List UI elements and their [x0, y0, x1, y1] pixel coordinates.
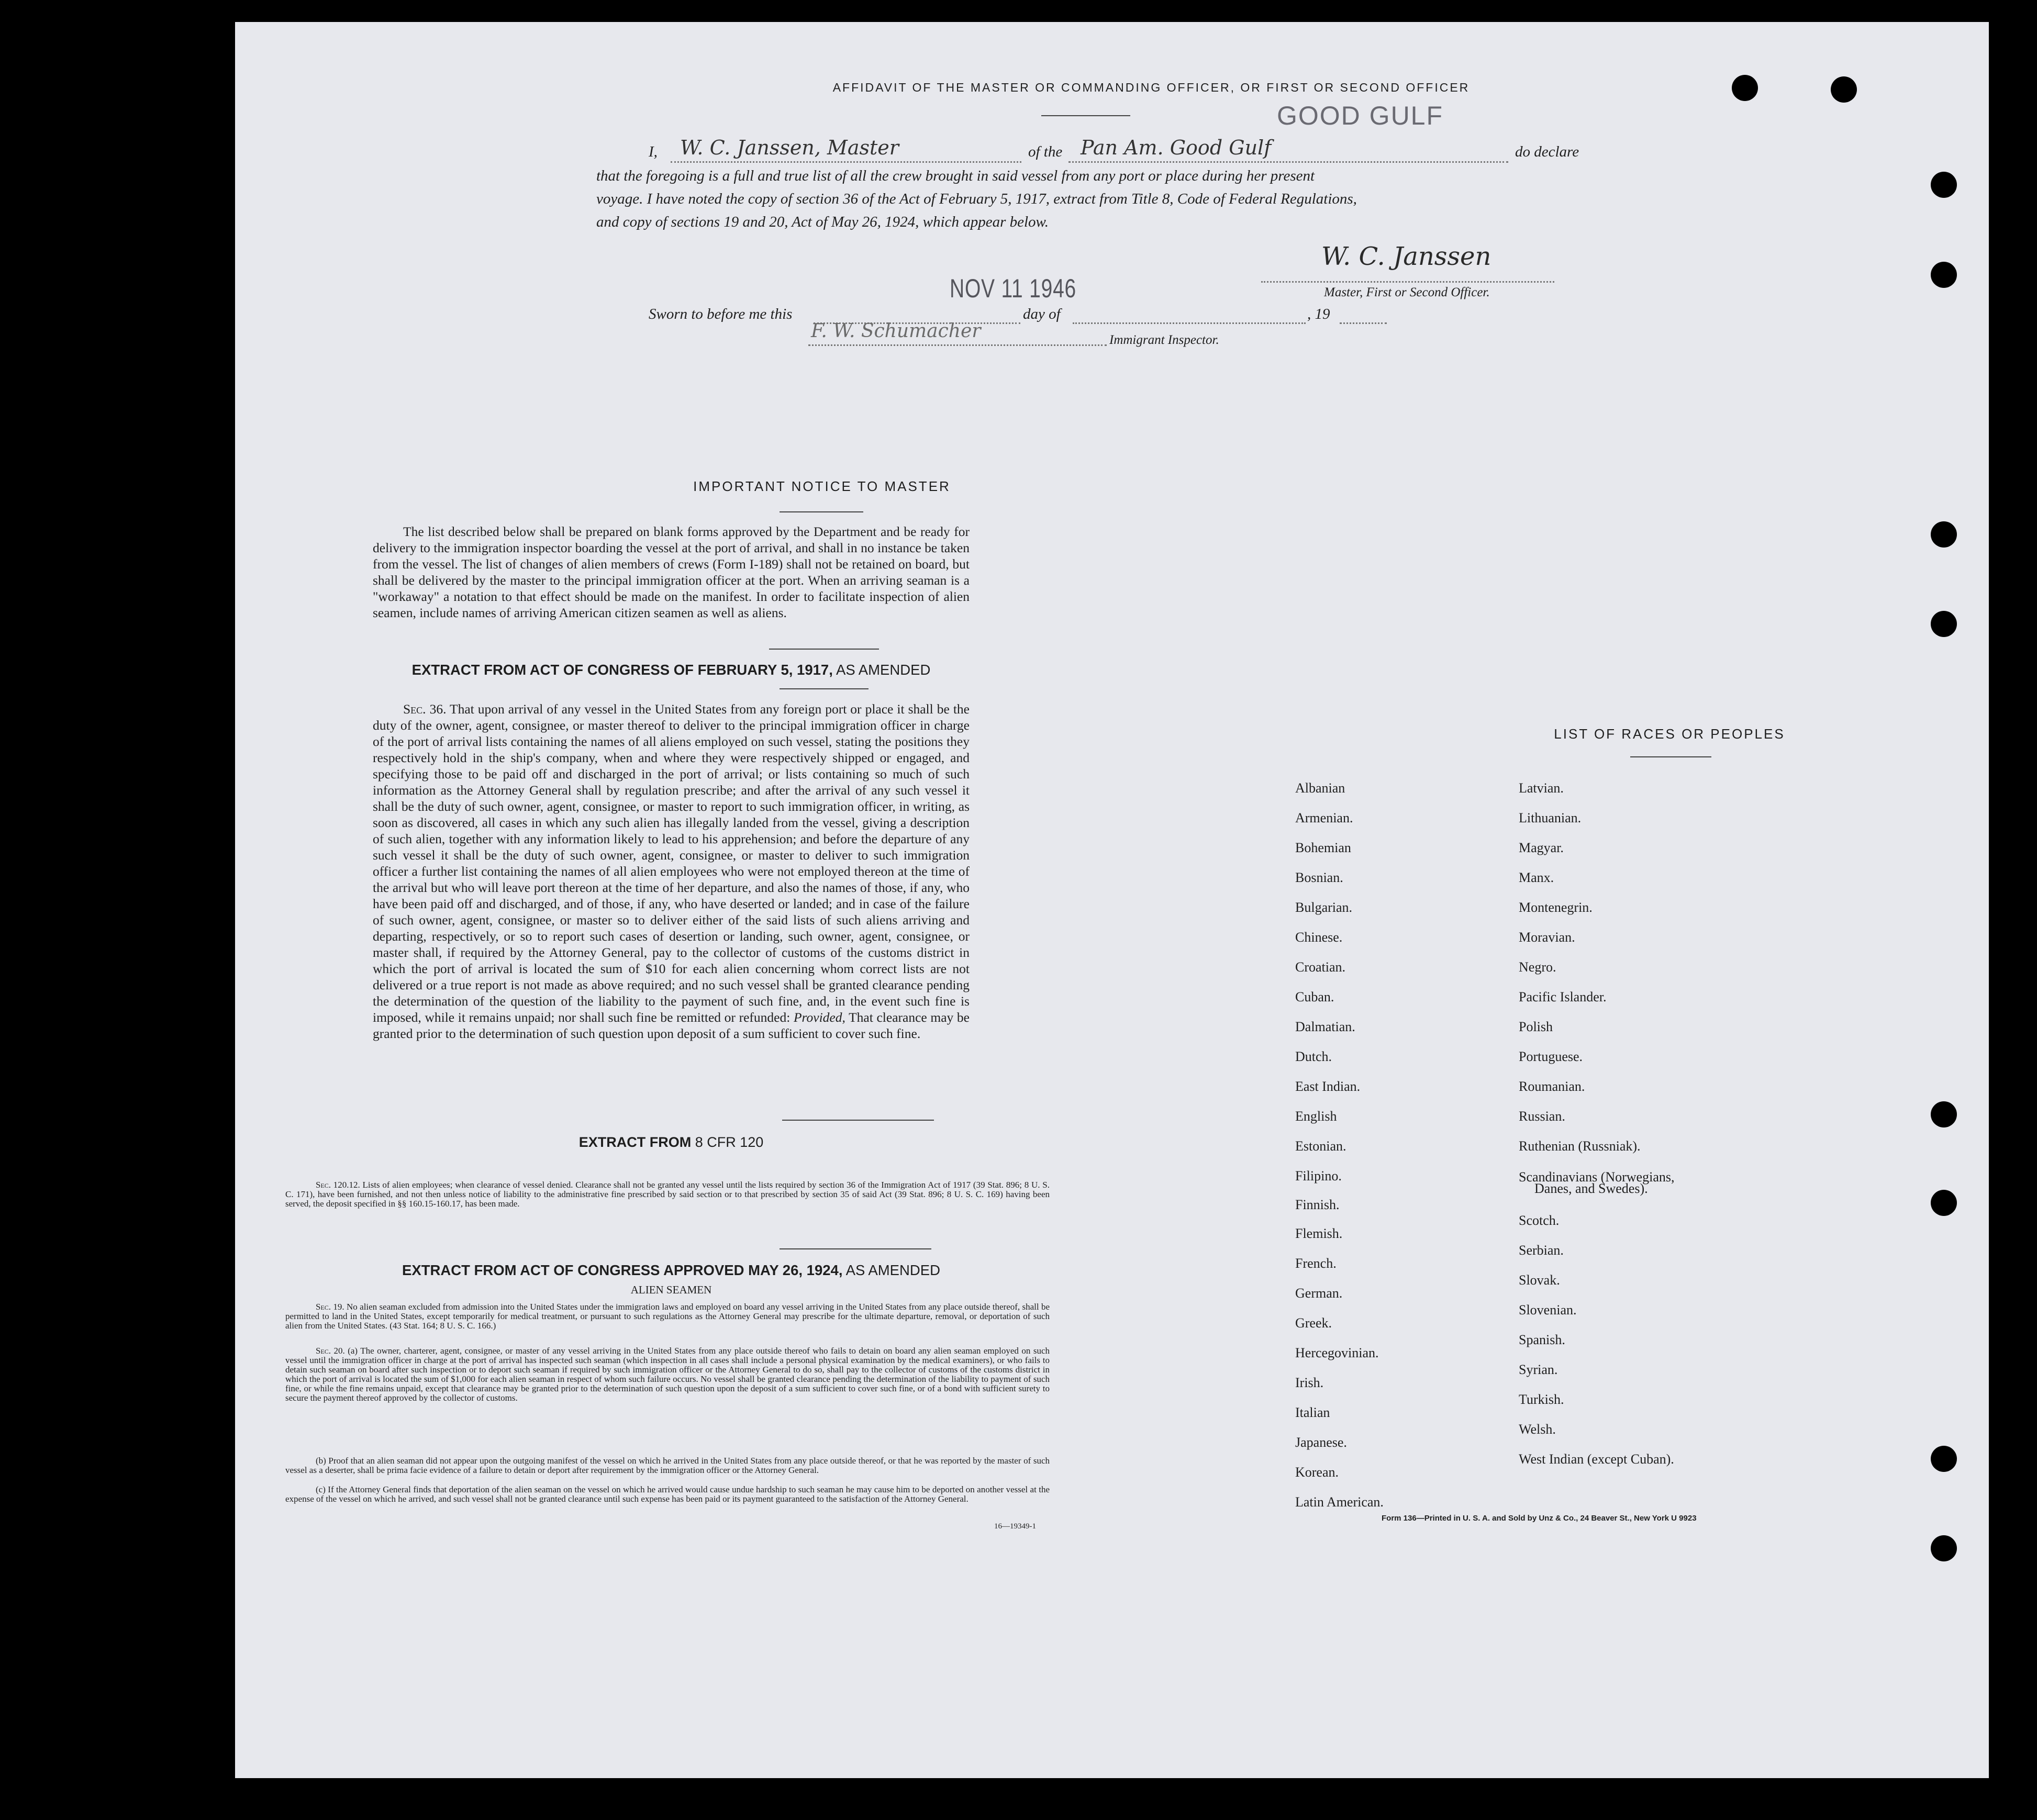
binder-hole — [1931, 611, 1957, 637]
extract-1917-rule — [780, 688, 869, 689]
document-page — [235, 22, 1989, 1778]
race-item: Hercegovinian. — [1295, 1345, 1379, 1360]
race-item: West Indian (except Cuban). — [1519, 1451, 1674, 1467]
race-item: Moravian. — [1519, 930, 1575, 945]
race-item: Bulgarian. — [1295, 900, 1353, 915]
race-item: Finnish. — [1295, 1197, 1340, 1212]
binder-hole — [1831, 76, 1857, 103]
race-item: Lithuanian. — [1519, 810, 1582, 825]
race-item: French. — [1295, 1256, 1337, 1271]
section-20-label: Sec. 20. — [316, 1346, 345, 1356]
sworn-day-of: day of — [1023, 306, 1061, 322]
affidavit-i-label: I, — [649, 143, 658, 160]
race-item: Montenegrin. — [1519, 900, 1593, 915]
binder-hole — [1931, 521, 1957, 548]
vessel-name-stamp: GOOD GULF — [1277, 101, 1444, 130]
race-item: Roumanian. — [1519, 1079, 1585, 1094]
race-item: Portuguese. — [1519, 1049, 1583, 1064]
race-item: English — [1295, 1109, 1337, 1124]
notice-end-rule — [769, 649, 879, 650]
section-36-body-end: That clearance may be granted prior to the determination of such question upon deposit of a sum sufficient to cover such fine. — [373, 1010, 970, 1041]
race-item: Polish — [1519, 1019, 1553, 1034]
binder-hole — [1931, 1535, 1957, 1561]
affidavit-title: AFFIDAVIT OF THE MASTER OR COMMANDING OFFICER, OR FIRST OR SECOND OFFICER — [832, 81, 1470, 94]
extract-1924-title — [373, 1262, 970, 1279]
binder-hole — [1931, 1101, 1957, 1127]
race-item: Latvian. — [1519, 780, 1564, 796]
race-item: Scotch. — [1519, 1213, 1560, 1228]
binder-hole — [1931, 1190, 1957, 1216]
sworn-month-line — [1073, 322, 1306, 324]
binder-hole — [1931, 172, 1957, 198]
master-name-line — [671, 161, 1021, 163]
race-item: Estonian. — [1295, 1138, 1346, 1154]
binder-hole — [1931, 262, 1957, 288]
binder-hole — [1732, 75, 1758, 101]
notice-text: The list described below shall be prepared on blank forms approved by the Department and be ready for delivery to the immigration inspector boarding the vessel at the port of arrival, and shall in no instance be taken from the vessel. The list of changes of alien members of crews (Form I-189) shall not be retained on board, but shall be delivered by the master to the principal immigration officer at the port. When an arriving seaman is a "workaway" a notation to that effect should be made on the manifest. In order to facilitate inspection of alien seamen, include names of arriving American citizen seamen as well as aliens. — [373, 524, 970, 620]
notice-title-rule — [780, 511, 863, 512]
section-36-text — [373, 701, 970, 1042]
section-120-12-text — [285, 1180, 1050, 1209]
race-item: Scandinavians (Norwegians, — [1519, 1169, 1675, 1185]
extract-1924-title-tail: AS AMENDED — [845, 1262, 940, 1278]
extract-1917-title-tail: AS AMENDED — [836, 662, 931, 678]
notice-title: IMPORTANT NOTICE TO MASTER — [693, 478, 951, 494]
races-right-column — [1519, 773, 1780, 1474]
race-item: Japanese. — [1295, 1435, 1347, 1450]
race-item: Bohemian — [1295, 840, 1351, 855]
races-title: LIST OF RACES OR PEOPLES — [1554, 726, 1785, 742]
vessel-name-line — [1068, 161, 1508, 163]
race-item: Danes, and Swedes). — [1534, 1181, 1648, 1196]
section-36-provided: Provided, — [793, 1010, 845, 1025]
master-name-handwritten: W. C. Janssen, Master — [680, 136, 899, 159]
section-19-body: No alien seaman excluded from admission into the United States under the immigration laws and employed on board any vessel arriving in the United States from any place outside thereof, shall be permitted to land in the United States, except temporarily for medical treatment, or pursuant to such regulations as the Attorney General may prescribe for the ultimate departure, removal, or deportation of such alien from the United States. (43 Stat. 164; 8 U. S. C. 166.) — [285, 1302, 1050, 1331]
race-item: Cuban. — [1295, 989, 1334, 1004]
races-left-column — [1295, 773, 1494, 1517]
races-title-rule — [1630, 756, 1711, 757]
affidavit-title-rule — [1041, 115, 1130, 116]
race-item: Slovak. — [1519, 1272, 1560, 1288]
affidavit-line-4: and copy of sections 19 and 20, Act of May 26, 1924, which appear below. — [596, 214, 1049, 230]
section-19-label: Sec. 19. — [316, 1302, 344, 1312]
extract-1917-title — [373, 662, 970, 678]
race-item: Spanish. — [1519, 1332, 1565, 1347]
race-item: Dutch. — [1295, 1049, 1332, 1064]
sworn-label: Sworn to before me this — [649, 306, 793, 322]
section-20c-text: (c) If the Attorney General finds that deportation of the alien seaman on the vessel on which he arrived would cause undue hardship to such seaman he may cause him to be deported on another vessel at the expense of the vessel on which he arrived, and such vessel shall not be granted clearance until such expense has been paid or its payment guaranteed to the satisfaction of the Attorney General. — [285, 1484, 1050, 1504]
race-item: Serbian. — [1519, 1243, 1564, 1258]
sworn-year-prefix: , 19 — [1307, 306, 1330, 322]
race-item: Filipino. — [1295, 1168, 1342, 1183]
section-120-12-label: Sec. 120.12. — [316, 1180, 360, 1190]
printer-line: Form 136—Printed in U. S. A. and Sold by Unz & Co., 24 Beaver St., New York U 9923 — [1382, 1514, 1697, 1523]
extract-1924-subtitle: ALIEN SEAMEN — [630, 1283, 712, 1296]
section-120-12-body: Lists of alien employees; when clearance of vessel denied. Clearance shall not be granted any vessel until the lists required by section 36 of the Immigration Act of 1917 (39 Stat. 896; 8 U. S. C. 171), have been furnished, and not then unless notice of liability to the administrative fine prescribed by said section or to that prescribed by section 35 of said Act (39 Stat. 896; 8 U. S. C. 169) having been served, the deposit specified in §§ 160.15-160.17, has been made. — [285, 1180, 1050, 1209]
race-item: Syrian. — [1519, 1362, 1558, 1377]
affidavit-line-2: that the foregoing is a full and true list of all the crew brought in said vessel from any port or place during her present — [596, 168, 1315, 184]
extract-cfr-title — [373, 1134, 970, 1151]
section-20b-text: (b) Proof that an alien seaman did not appear upon the outgoing manifest of the vessel on which he arrived in the United States from any place outside thereof, or that he was reported by the master of such vessel as a deserter, shall be prima facie evidence of a failure to detain or deport after requirement by the immigration officer or the Attorney General. — [285, 1456, 1050, 1475]
form-code: 16—19349-1 — [994, 1522, 1036, 1531]
race-item: Chinese. — [1295, 930, 1343, 945]
vessel-name-handwritten: Pan Am. Good Gulf — [1081, 136, 1272, 159]
section-20a-body: (a) The owner, charterer, agent, consignee, or master of any vessel arriving in the United States from any place outside thereof who fails to detain on board any alien seaman employed on such vessel until the immigration officer in charge at the port of arrival has inspected such seaman (which inspection in all cases shall include a personal physical examination by the medical examiners), or who fails to detain such seaman on board after such inspection or to deport such seaman if required by such immigration officer or the Attorney General to do so, shall pay to the collector of customs of the customs district in which the port of arrival is located the sum of $1,000 for each alien seaman in respect of whom such failure occurs. No vessel shall be granted clearance pending the determination of the liability to payment of such fine, or while the fine remains unpaid, except that clearance may be granted prior to the determination of such question upon the deposit of a sum sufficient to cover such fine, or of a bond with sufficient surety to secure the payment thereof approved by the collector of customs. — [285, 1346, 1050, 1403]
race-item: Turkish. — [1519, 1392, 1564, 1407]
race-item: Russian. — [1519, 1109, 1565, 1124]
race-item: Armenian. — [1295, 810, 1353, 825]
sworn-year-line — [1340, 322, 1387, 324]
race-item: Negro. — [1519, 959, 1556, 975]
race-item: Bosnian. — [1295, 870, 1343, 885]
race-item: Welsh. — [1519, 1422, 1556, 1437]
inspector-signature: F. W. Schumacher — [811, 320, 981, 342]
extract-cfr-end-rule — [780, 1248, 931, 1249]
race-item: Greek. — [1295, 1315, 1332, 1331]
inspector-label: Immigrant Inspector. — [1109, 333, 1219, 347]
affidavit-do-declare: do declare — [1515, 143, 1579, 160]
section-19-text — [285, 1302, 1050, 1331]
extract-1924-title-main: EXTRACT FROM ACT OF CONGRESS APPROVED MAY 26, 1924, — [402, 1262, 843, 1278]
signature-label: Master, First or Second Officer. — [1324, 285, 1490, 299]
extract-1917-title-main: EXTRACT FROM ACT OF CONGRESS OF FEBRUARY 5, 1917, — [411, 662, 833, 678]
race-item: Pacific Islander. — [1519, 989, 1607, 1004]
race-item: Irish. — [1295, 1375, 1324, 1390]
race-item: Manx. — [1519, 870, 1554, 885]
race-item: Magyar. — [1519, 840, 1564, 855]
race-item: German. — [1295, 1286, 1343, 1301]
date-stamp: NOV 11 1946 — [950, 274, 1077, 303]
section-36-label: Sec. 36. — [403, 701, 447, 717]
race-item: Ruthenian (Russniak). — [1519, 1138, 1641, 1154]
race-item: Albanian — [1295, 780, 1345, 796]
extract-1917-end-rule — [782, 1120, 934, 1121]
race-item: Italian — [1295, 1405, 1330, 1420]
inspector-line — [808, 344, 1107, 346]
section-20a-text — [285, 1346, 1050, 1403]
extract-cfr-title-b: 8 CFR 120 — [695, 1134, 764, 1150]
race-item: Korean. — [1295, 1465, 1339, 1480]
signature-line — [1261, 281, 1554, 283]
section-36-body: That upon arrival of any vessel in the United States from any foreign port or place it shall be the duty of the owner, agent, consignee, or master thereof to deliver to the principal immigration officer in charge of the port of arrival lists containing the names of all aliens employed on such vessel, stating the positions they respectively hold in the ship's company, when and where they were respectively shipped or engaged, and specifying those to be paid off and discharged in the port of arrival; or lists containing so much of such information as the Attorney General shall by regulation prescribe; and after the arrival of any such vessel it shall be the duty of such owner, agent, consignee, or master to report to such immigration officer, in writing, as soon as discovered, all cases in which any such alien has illegally landed from the vessel, giving a description of such alien, together with any information likely to lead to his apprehension; and before the departure of any such vessel it shall be the duty of such owner, agent, consignee, or master to deliver to such immigration officer a further list containing the names of all alien employees who were not employed thereon at the time of the arrival but who will leave port thereon at the time of her departure, and also the names of those, if any, who have been paid off and discharged, and of those, if any, who have deserted or landed; and in case of the failure of such owner, agent, consignee, or master so to deliver either of the said lists of such aliens arriving and departing, respectively, or so to report such cases of desertion or landing, such owner, agent, consignee, or master shall, if required by the Attorney General, pay to the collector of customs of the customs district in which the port of arrival is located the sum of $10 for each alien concerning whom correct lists are not delivered or a true report is not made as above required; and no such vessel shall be granted clearance pending the determination of the question of the liability to the payment of such fine, and, in the event such fine is imposed, while it remains unpaid; nor shall such fine be remitted or refunded: — [373, 701, 970, 1025]
race-item: Dalmatian. — [1295, 1019, 1355, 1034]
race-item: Slovenian. — [1519, 1302, 1577, 1317]
race-item: Latin American. — [1295, 1494, 1384, 1510]
race-item: Flemish. — [1295, 1226, 1343, 1241]
master-signature: W. C. Janssen — [1321, 242, 1491, 271]
extract-cfr-title-a: EXTRACT FROM — [578, 1134, 692, 1150]
affidavit-line-3: voyage. I have noted the copy of section 36 of the Act of February 5, 1917, extract from Title 8, Code of Federal Regulations, — [596, 191, 1357, 207]
race-item: Croatian. — [1295, 959, 1346, 975]
affidavit-of-the: of the — [1028, 143, 1063, 160]
race-item: East Indian. — [1295, 1079, 1361, 1094]
binder-hole — [1931, 1446, 1957, 1472]
